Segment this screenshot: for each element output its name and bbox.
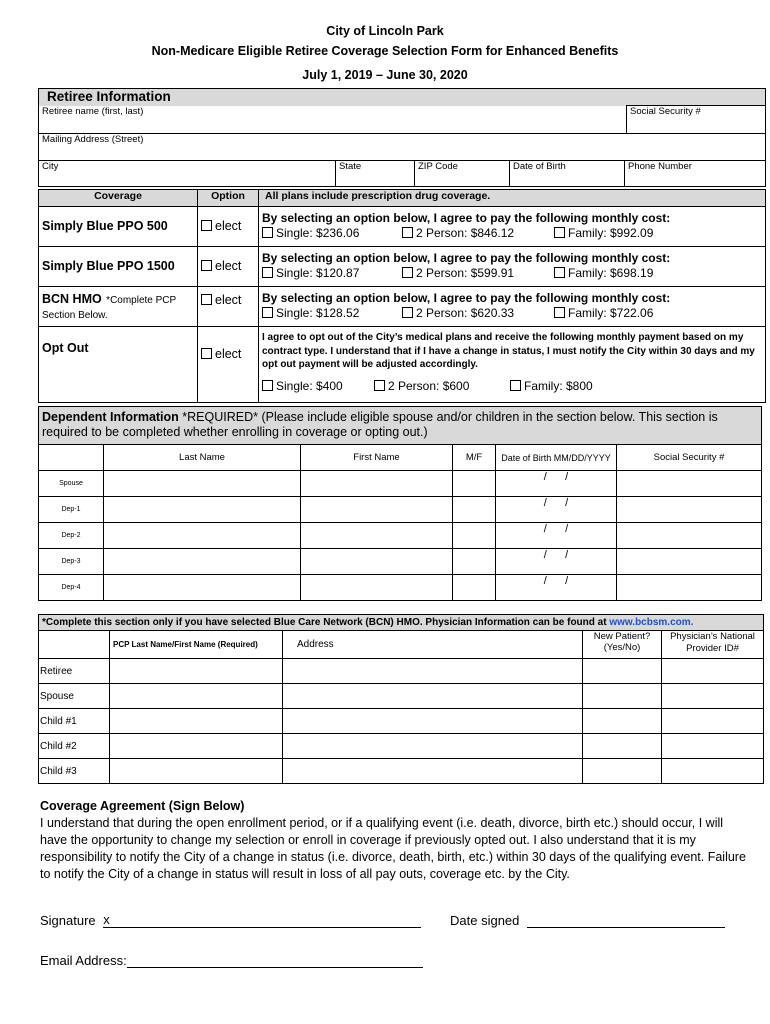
plan-name: Simply Blue PPO 500 (39, 207, 198, 247)
new-patient-cell[interactable] (583, 684, 662, 709)
dependent-row-label: Dep-3 (39, 549, 104, 575)
pcp-name-cell[interactable] (110, 659, 283, 684)
dependent-row (39, 549, 762, 575)
dependent-row (39, 575, 762, 601)
opt-out-name: Opt Out (39, 327, 198, 403)
city-name: City of Lincoln Park (326, 24, 444, 38)
pcp-address-header: Address (283, 631, 583, 659)
coverage-table (38, 189, 766, 403)
plan-agree-text: By selecting an option below, I agree to pay the following monthly cost: (262, 291, 671, 305)
plan-name: Simply Blue PPO 1500 (39, 247, 198, 287)
dob-field[interactable] (510, 161, 625, 187)
dependent-ssn-cell[interactable] (617, 471, 762, 497)
dob-cell[interactable]: / / (496, 575, 617, 601)
plan-name: BCN HMO (42, 292, 102, 306)
plan-row (39, 247, 766, 287)
pcp-row-label: Retiree (39, 659, 110, 684)
agreement-title: Coverage Agreement (Sign Below) (40, 799, 245, 813)
opt-out-row (39, 327, 766, 403)
dependent-row-label: Dep-2 (39, 523, 104, 549)
two-person-cost: 2 Person: $846.12 (416, 226, 515, 240)
first-name-cell[interactable] (301, 575, 453, 601)
dependent-ssn-header: Social Security # (617, 445, 762, 471)
plan-agree-text: By selecting an option below, I agree to pay the following monthly cost: (262, 251, 671, 265)
pcp-row (39, 759, 764, 784)
family-option[interactable] (554, 226, 653, 240)
opt-out-single[interactable] (262, 380, 374, 394)
dependent-row-label: Dep-1 (39, 497, 104, 523)
elect-label: elect (215, 259, 242, 273)
option-col-header: Option (198, 190, 259, 207)
npi-cell[interactable] (662, 759, 764, 784)
elect-option[interactable] (198, 207, 259, 247)
first-name-header: First Name (301, 445, 453, 471)
phone-field[interactable] (625, 161, 766, 187)
zip-field[interactable] (415, 161, 510, 187)
zip-label: ZIP Code (418, 161, 458, 172)
single-option[interactable] (262, 226, 402, 240)
plan-note: *Complete PCP Section Below. (42, 295, 177, 321)
signature-input[interactable] (103, 912, 421, 928)
retiree-info-table (38, 88, 766, 187)
coverage-note: All plans include prescription drug coverage. (259, 190, 766, 207)
email-label: Email Address: (40, 953, 127, 968)
last-name-cell[interactable] (104, 523, 301, 549)
checkbox-icon[interactable] (201, 348, 212, 359)
dob-header: Date of Birth MM/DD/YYYY (496, 445, 617, 471)
pcp-row-label: Spouse (39, 684, 110, 709)
first-name-cell[interactable] (301, 471, 453, 497)
mf-header: M/F (453, 445, 496, 471)
email-input[interactable] (127, 952, 423, 968)
date-signed-line (450, 912, 725, 928)
dob-cell[interactable]: / / (496, 497, 617, 523)
pcp-table (38, 614, 764, 784)
dob-cell[interactable]: / / (496, 523, 617, 549)
opt-out-elect[interactable] (198, 327, 259, 403)
new-patient-cell[interactable] (583, 759, 662, 784)
city-field[interactable] (39, 161, 336, 187)
retiree-name-label: Retiree name (first, last) (42, 105, 144, 117)
opt-out-family[interactable] (510, 379, 593, 393)
two-person-option[interactable] (402, 306, 554, 320)
elect-label: elect (215, 293, 242, 307)
form-title: Non-Medicare Eligible Retiree Coverage Selection Form for Enhanced Benefits (151, 44, 619, 58)
dob-label: Date of Birth (513, 161, 566, 172)
elect-option[interactable] (198, 247, 259, 287)
single-option[interactable] (262, 306, 402, 320)
pcp-row-label: Child #1 (39, 709, 110, 734)
elect-label: elect (215, 347, 242, 361)
checkbox-icon[interactable] (201, 220, 212, 231)
checkbox-icon[interactable] (201, 294, 212, 305)
dependent-ssn-cell[interactable] (617, 549, 762, 575)
two-person-option[interactable] (402, 226, 554, 240)
two-person-cost: 2 Person: $599.91 (416, 266, 515, 280)
signature-line (40, 912, 421, 928)
pcp-name-cell[interactable] (110, 709, 283, 734)
pcp-name-header: PCP Last Name/First Name (Required) (110, 631, 283, 659)
opt-out-single-amount: Single: $400 (276, 378, 343, 393)
single-cost: Single: $128.52 (276, 306, 360, 320)
dependent-row (39, 523, 762, 549)
npi-cell[interactable] (662, 684, 764, 709)
plan-row (39, 207, 766, 247)
checkbox-icon[interactable] (262, 227, 273, 238)
email-line (40, 952, 423, 968)
bcbsm-link[interactable]: www.bcbsm.com. (609, 617, 694, 628)
new-patient-header: New Patient? (Yes/No) (583, 631, 662, 659)
pcp-address-cell[interactable] (283, 709, 583, 734)
phone-label: Phone Number (628, 161, 692, 172)
opt-out-text: I agree to opt out of the City’s medical plans and receive the following monthly payment based on my contract type. I understand that if I have a change in status, I must notify the City within 30 days and my opt out payment will be adjusted accordingly. (262, 332, 755, 370)
ssn-field[interactable] (627, 106, 766, 134)
dependent-ssn-cell[interactable] (617, 575, 762, 601)
checkbox-icon[interactable] (554, 267, 565, 278)
last-name-cell[interactable] (104, 549, 301, 575)
pcp-address-cell[interactable] (283, 734, 583, 759)
pcp-note (39, 615, 764, 631)
checkbox-icon[interactable] (402, 227, 413, 238)
family-cost: Family: $698.19 (568, 266, 654, 280)
npi-cell[interactable] (662, 709, 764, 734)
pcp-name-cell[interactable] (110, 684, 283, 709)
dob-cell[interactable]: / / (496, 471, 617, 497)
two-person-option[interactable] (402, 266, 554, 280)
plan-agree-text: By selecting an option below, I agree to pay the following monthly cost: (262, 211, 671, 225)
agreement-text: I understand that during the open enrollment period, or if a qualifying event (i.e. death, divorce, birth etc.) should occur, I will have the opportunity to change my selection or enroll in coverage if previously opted out. I also understand that it is my responsibility to notify the City of a change in status (i.e. divorce, death, birth, etc.) within 30 days of the qualifying event. Failure to notify the City of a change in status will result in loss of all pay outs, coverage etc. by the City. (40, 816, 746, 881)
checkbox-icon[interactable] (374, 380, 385, 391)
checkbox-icon[interactable] (201, 260, 212, 271)
state-field[interactable] (336, 161, 415, 187)
first-name-cell[interactable] (301, 523, 453, 549)
first-name-cell[interactable] (301, 549, 453, 575)
family-cost: Family: $992.09 (568, 226, 654, 240)
dependent-table (38, 406, 762, 601)
pcp-row (39, 734, 764, 759)
dependent-title-bold: Dependent Information (42, 410, 179, 424)
retiree-section-title: Retiree Information (39, 89, 766, 106)
opt-out-family-amount: Family: $800 (524, 378, 593, 393)
mf-cell[interactable] (453, 497, 496, 523)
elect-option[interactable] (198, 287, 259, 327)
last-name-cell[interactable] (104, 497, 301, 523)
mf-cell[interactable] (453, 471, 496, 497)
dependent-ssn-cell[interactable] (617, 497, 762, 523)
npi-cell[interactable] (662, 734, 764, 759)
opt-out-two-amount: 2 Person: $600 (388, 378, 470, 393)
dob-cell[interactable]: / / (496, 549, 617, 575)
last-name-cell[interactable] (104, 471, 301, 497)
checkbox-icon[interactable] (402, 267, 413, 278)
npi-cell[interactable] (662, 659, 764, 684)
dependent-ssn-cell[interactable] (617, 523, 762, 549)
pcp-address-cell[interactable] (283, 684, 583, 709)
pcp-note-text: *Complete this section only if you have selected Blue Care Network (BCN) HMO. Physician Information can be found at (42, 617, 610, 628)
family-cost: Family: $722.06 (568, 306, 654, 320)
checkbox-icon[interactable] (262, 307, 273, 318)
opt-out-two-person[interactable] (374, 380, 510, 394)
dependent-row (39, 471, 762, 497)
pcp-address-cell[interactable] (283, 759, 583, 784)
mf-cell[interactable] (453, 549, 496, 575)
last-name-header: Last Name (104, 445, 301, 471)
dependent-section-title (39, 407, 762, 445)
pcp-row (39, 684, 764, 709)
dependent-row-label: Spouse (39, 471, 104, 497)
signature-x: x (103, 912, 110, 927)
state-label: State (339, 161, 362, 172)
mf-cell[interactable] (453, 523, 496, 549)
elect-label: elect (215, 219, 242, 233)
family-option[interactable] (554, 266, 653, 280)
city-label: City (42, 161, 59, 172)
single-cost: Single: $120.87 (276, 266, 360, 280)
date-signed-label: Date signed (450, 913, 520, 928)
new-patient-cell[interactable] (583, 734, 662, 759)
pcp-name-cell[interactable] (110, 759, 283, 784)
pcp-name-cell[interactable] (110, 734, 283, 759)
date-signed-input[interactable] (527, 912, 725, 928)
mailing-address-label: Mailing Address (Street) (42, 134, 144, 145)
checkbox-icon[interactable] (402, 307, 413, 318)
new-patient-cell[interactable] (583, 659, 662, 684)
pcp-row-label: Child #2 (39, 734, 110, 759)
mailing-address-field[interactable] (39, 134, 766, 161)
pcp-row (39, 709, 764, 734)
checkbox-icon[interactable] (262, 380, 273, 391)
pcp-row (39, 659, 764, 684)
plan-row (39, 287, 766, 327)
dependent-row (39, 497, 762, 523)
dependent-title-rest: *REQUIRED* (Please include eligible spouse and/or children in the section below. This section is required to be completed whether enrolling in coverage or opting out.) (42, 410, 718, 439)
single-cost: Single: $236.06 (276, 226, 360, 240)
two-person-cost: 2 Person: $620.33 (416, 306, 515, 320)
single-option[interactable] (262, 266, 402, 280)
retiree-name-field[interactable] (39, 106, 627, 134)
checkbox-icon[interactable] (262, 267, 273, 278)
checkbox-icon[interactable] (554, 227, 565, 238)
checkbox-icon[interactable] (554, 307, 565, 318)
pcp-row-label: Child #3 (39, 759, 110, 784)
mf-cell[interactable] (453, 575, 496, 601)
first-name-cell[interactable] (301, 497, 453, 523)
new-patient-cell[interactable] (583, 709, 662, 734)
signature-label: Signature (40, 913, 96, 928)
pcp-address-cell[interactable] (283, 659, 583, 684)
family-option[interactable] (554, 306, 653, 320)
coverage-col-header: Coverage (39, 190, 198, 207)
dependent-row-label: Dep-4 (39, 575, 104, 601)
last-name-cell[interactable] (104, 575, 301, 601)
npi-header: Physician’s National Provider ID# (662, 631, 764, 659)
checkbox-icon[interactable] (510, 380, 521, 391)
ssn-label: Social Security # (630, 106, 701, 117)
plan-period: July 1, 2019 – June 30, 2020 (302, 68, 468, 82)
